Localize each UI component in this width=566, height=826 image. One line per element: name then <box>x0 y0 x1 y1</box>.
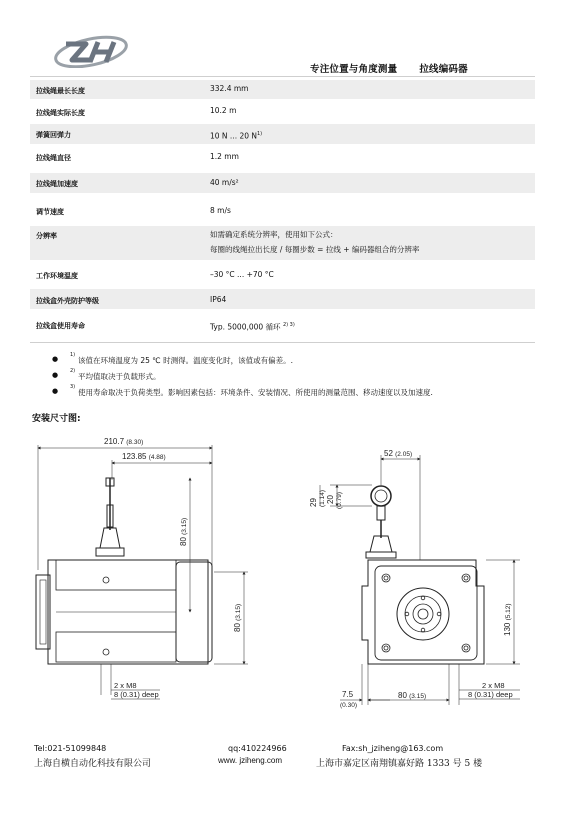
header-title-right: 拉线编码器 <box>419 64 468 75</box>
footnote-mark: 3) <box>70 384 76 390</box>
spec-value <box>210 319 295 334</box>
footnote-text: 使用寿命取决于负荷类型。影响因素包括：环境条件、安装情况、所使用的测量范围、移动速度以及加速度. <box>78 388 433 397</box>
dim-height-20-in: (0.79) <box>336 492 343 509</box>
spec-row <box>30 315 535 337</box>
dim-center-length: 123.85 (4.88) <box>122 452 166 461</box>
spec-value: 10.2 m <box>210 106 237 115</box>
spec-table-bottom-divider <box>30 342 535 343</box>
page-header-title <box>310 61 490 75</box>
spec-value-text: Typ. 5000,000 循环 <box>210 322 281 332</box>
spec-value: IP64 <box>210 295 227 304</box>
footnote-mark: 2) <box>70 368 76 374</box>
spec-row <box>30 201 535 221</box>
footnote-text: 平均值取决于负载形式。 <box>78 372 161 381</box>
spec-label: 分辨率 <box>36 232 57 240</box>
thread-spec: 2 x M8 <box>114 681 137 690</box>
spec-footnote-mark: 2) 3) <box>282 322 295 328</box>
spec-footnote-mark: 1) <box>257 131 263 137</box>
spec-label: 拉线盒使用寿命 <box>36 322 85 330</box>
spec-value: –30 °C ... +70 °C <box>210 270 274 279</box>
spec-value <box>210 128 262 143</box>
spec-row <box>30 147 535 166</box>
dim-offset-7-5-in: (0.30) <box>340 702 357 709</box>
footnote-mark: 1) <box>70 352 76 358</box>
header-divider <box>30 76 535 77</box>
spec-value: 如需确定系统分辨率，使用如下公式： <box>210 230 338 239</box>
spec-label: 弹簧回弹力 <box>36 131 71 139</box>
spec-row <box>30 226 535 260</box>
dim-height-top: 80 (3.15) <box>179 517 188 546</box>
spec-value: 8 m/s <box>210 206 231 215</box>
spec-label: 调节速度 <box>36 208 64 216</box>
dim-width-52: 52 (2.05) <box>384 449 413 458</box>
bullet-icon: ● <box>52 371 59 379</box>
spec-row <box>30 289 535 309</box>
footnote-text: 该值在环境温度为 25 ℃ 时测得。温度变化时，该值或有偏差。. <box>78 356 294 365</box>
spec-row <box>30 173 535 193</box>
footer-address: 上海市嘉定区南翔镇嘉好路 1333 号 5 楼 <box>316 759 483 769</box>
spec-row <box>30 124 535 144</box>
dim-height-right: 80 (3.15) <box>233 603 242 632</box>
spec-label: 工作环境温度 <box>36 272 78 280</box>
spec-value-text: 10 N ... 20 N <box>210 131 257 141</box>
thread-depth: 8 (0.31) deep <box>468 690 513 699</box>
thread-spec: 2 x M8 <box>482 681 505 690</box>
spec-label: 拉线绳实际长度 <box>36 109 85 117</box>
spec-label: 拉线绳直径 <box>36 154 71 162</box>
spec-row <box>30 80 535 99</box>
footer-website: www. jziheng.com <box>218 756 283 765</box>
spec-row <box>30 102 535 121</box>
dim-height-29: 29 <box>309 498 318 507</box>
footer-fax: Fax:sh_jziheng@163.com <box>342 744 444 753</box>
spec-value: 1.2 mm <box>210 152 239 161</box>
dim-height-130: 130 (5.12) <box>503 603 512 636</box>
bullet-icon: ● <box>52 387 59 395</box>
company-logo <box>52 34 130 68</box>
spec-value: 40 m/s² <box>210 178 239 187</box>
section-title: 安装尺寸图: <box>32 414 81 424</box>
front-view <box>320 455 520 705</box>
spec-label: 拉线盒外壳防护等级 <box>36 297 99 305</box>
dim-offset-7-5: 7.5 <box>342 690 354 699</box>
spec-row <box>30 265 535 284</box>
dimension-drawing <box>0 425 566 725</box>
spec-label: 拉线绳加速度 <box>36 180 78 188</box>
spec-value: 332.4 mm <box>210 84 249 93</box>
dim-height-20: 20 <box>326 495 335 504</box>
footer-qq: qq:410224966 <box>228 744 287 753</box>
thread-depth: 8 (0.31) deep <box>114 690 159 699</box>
bullet-icon: ● <box>52 355 59 363</box>
dim-width-80: 80 (3.15) <box>398 691 427 700</box>
header-title-left: 专注位置与角度测量 <box>310 64 398 75</box>
spec-label: 拉线绳最长长度 <box>36 87 85 95</box>
dim-total-length: 210.7 (8.30) <box>104 437 144 446</box>
side-view <box>36 445 248 699</box>
footer-company: 上海自横自动化科技有限公司 <box>34 759 152 769</box>
footer-tel: Tel:021-51099848 <box>34 744 107 753</box>
dim-height-29-in: (1.14) <box>319 490 326 507</box>
spec-value-formula: 每圈的线绳拉出长度 / 每圈步数 = 拉线 + 编码器组合的分辨率 <box>210 245 420 254</box>
